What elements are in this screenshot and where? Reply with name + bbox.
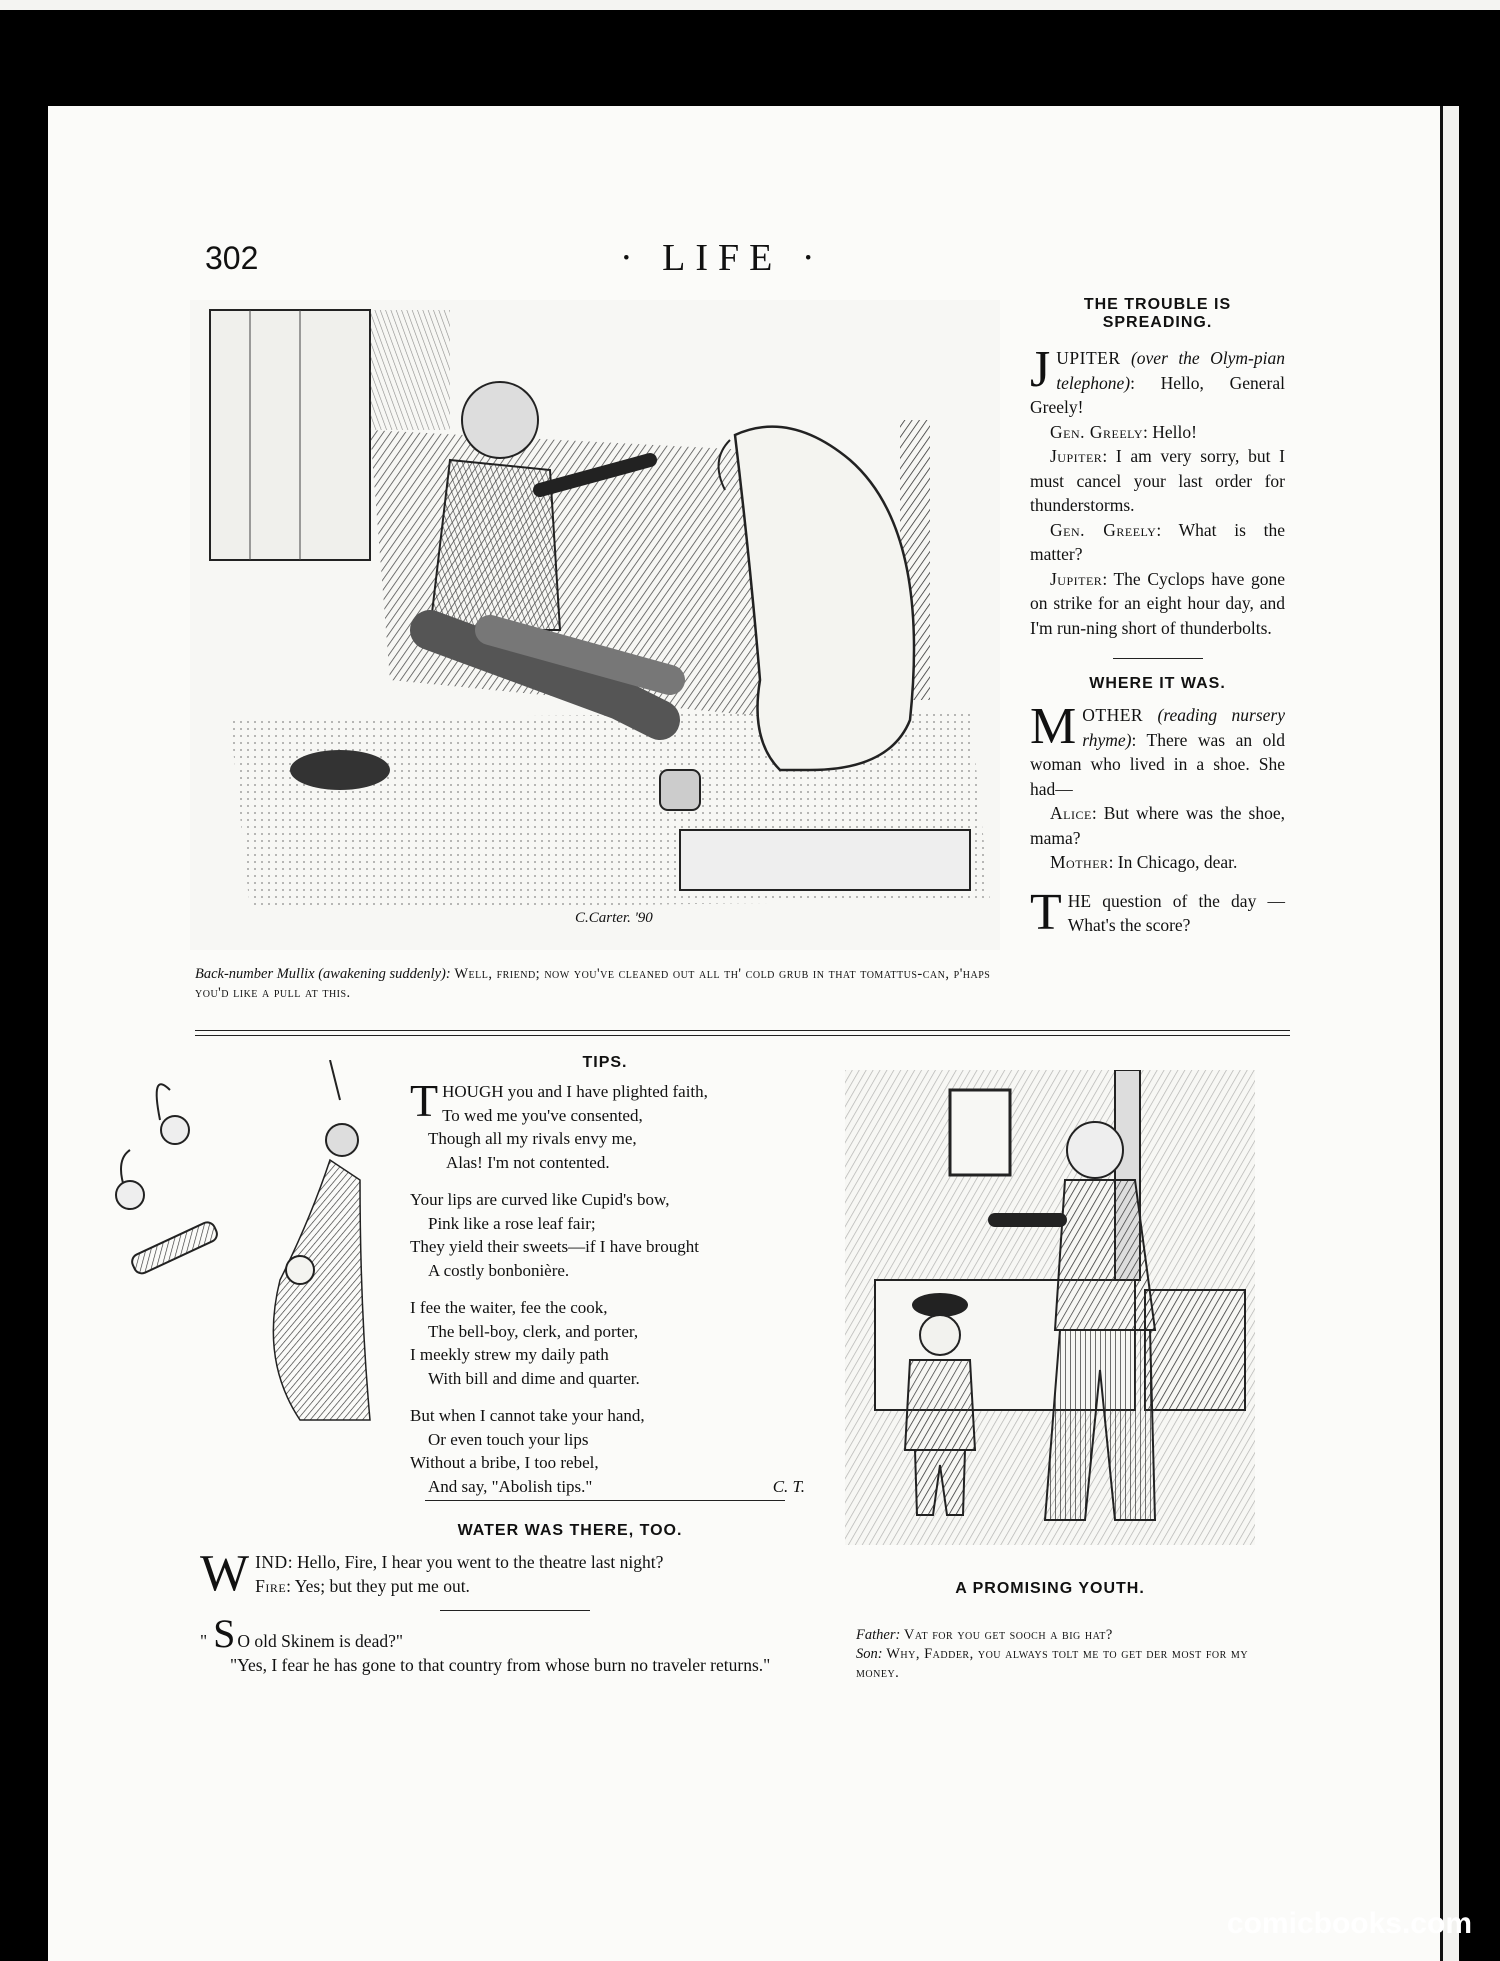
- man-and-pig-drawing: [190, 300, 1000, 950]
- scan-edge-top: [0, 0, 1500, 10]
- trouble-title: THE TROUBLE IS SPREADING.: [1083, 296, 1232, 331]
- tips-title: TIPS.: [582, 1054, 628, 1071]
- tips-poem: [410, 1075, 810, 1512]
- tips-divider: [425, 1500, 785, 1501]
- section-divider: [195, 1030, 1290, 1031]
- drop-cap-t: T: [410, 1075, 439, 1126]
- where-paragraph-1: MOTHER (reading nursery rhyme): There was an old woman who lived in a shoe. She had—: [1030, 698, 1285, 799]
- masthead-title: · LIFE ·: [620, 237, 825, 279]
- trouble-paragraph-4: Gen. Greely: What is the matter?: [1030, 519, 1286, 564]
- section-divider-second: [195, 1035, 1290, 1036]
- father-and-son-drawing: [845, 1070, 1255, 1545]
- illustration-caption: [195, 965, 1015, 1003]
- trouble-paragraph-5: Jupiter: The Cyclops have gone on strike for an eight hour day, and I'm run-ning short of thunderbolts.: [1030, 568, 1285, 638]
- tips-stanza-1: THOUGH you and I have plighted faith, To wed me you've consented, Though all my rivals envy me, Alas! I'm not contented.: [410, 1075, 708, 1172]
- illustration-man-and-pig: [190, 300, 1000, 950]
- youth-caption: Father: Vat for you get sooch a big hat? Son: Why, Fadder, you always tolt me to get der most for my money.: [856, 1627, 1249, 1681]
- water-title: WATER WAS THERE, TOO.: [457, 1522, 683, 1539]
- water-dialogue: W IND: Hello, Fire, I hear you went to the theatre last night? Fire: Yes; but they put me out.: [200, 1545, 664, 1602]
- where-paragraph-3: Mother: In Chicago, dear.: [1050, 852, 1238, 872]
- tips-stanza-4: But when I cannot take your hand, Or even touch your lips Without a bribe, I too rebel, And say, "Abolish tips." C. T.: [410, 1404, 810, 1498]
- page-number: 302: [205, 240, 259, 276]
- skinem-joke: " S O old Skinem is dead?" "Yes, I fear he has gone to that country from whose burn no traveler returns.": [200, 1611, 771, 1675]
- cupid-figures-drawing: [70, 1060, 400, 1430]
- question-paragraph: THE question of the day —What's the score?: [1030, 883, 1285, 941]
- right-column: [1030, 296, 1286, 941]
- water-divider: [440, 1610, 590, 1611]
- illustration-father-and-son: [845, 1070, 1255, 1545]
- next-page-edge: [1440, 106, 1459, 1961]
- watermark: comicbooks.com: [1226, 1907, 1472, 1940]
- column-divider: [1113, 658, 1203, 659]
- tips-stanza-3: I fee the waiter, fee the cook, The bell-boy, clerk, and porter, I meekly strew my daily path With bill and dime and quarter.: [410, 1298, 640, 1388]
- drop-cap-w: W: [200, 1545, 250, 1602]
- youth-title: A PROMISING YOUTH.: [955, 1580, 1145, 1597]
- drop-cap-t: T: [1030, 883, 1062, 941]
- caption-text: Well, friend; now you've cleaned out all th' cold grub in that tomattus-can, p'haps you'd like a pull at this.: [195, 966, 991, 1001]
- trouble-paragraph-1: JUPITER (over the Olym-pian telephone): Hello, General Greely!: [1030, 341, 1285, 417]
- drop-cap-m: M: [1030, 698, 1077, 755]
- drop-cap-s: S: [213, 1611, 236, 1656]
- trouble-paragraph-3: Jupiter: I am very sorry, but I must cancel your last order for thunderstorms.: [1030, 446, 1285, 515]
- where-paragraph-2: Alice: But where was the shoe, mama?: [1030, 803, 1285, 848]
- tips-stanza-2: Your lips are curved like Cupid's bow, Pink like a rose leaf fair; They yield their sweets—if I have brought A costly bonbonière.: [410, 1190, 699, 1280]
- artist-signature: C.Carter. '90: [575, 910, 653, 926]
- caption-speaker: Back-number Mullix (awakening suddenly):: [195, 966, 451, 982]
- illustration-cupid-figures: [70, 1060, 400, 1430]
- drop-cap-j: J: [1030, 341, 1051, 398]
- tips-signature: C. T.: [772, 1476, 805, 1496]
- where-title: WHERE IT WAS.: [1089, 675, 1226, 692]
- trouble-paragraph-2: Gen. Greely: Hello!: [1050, 421, 1197, 442]
